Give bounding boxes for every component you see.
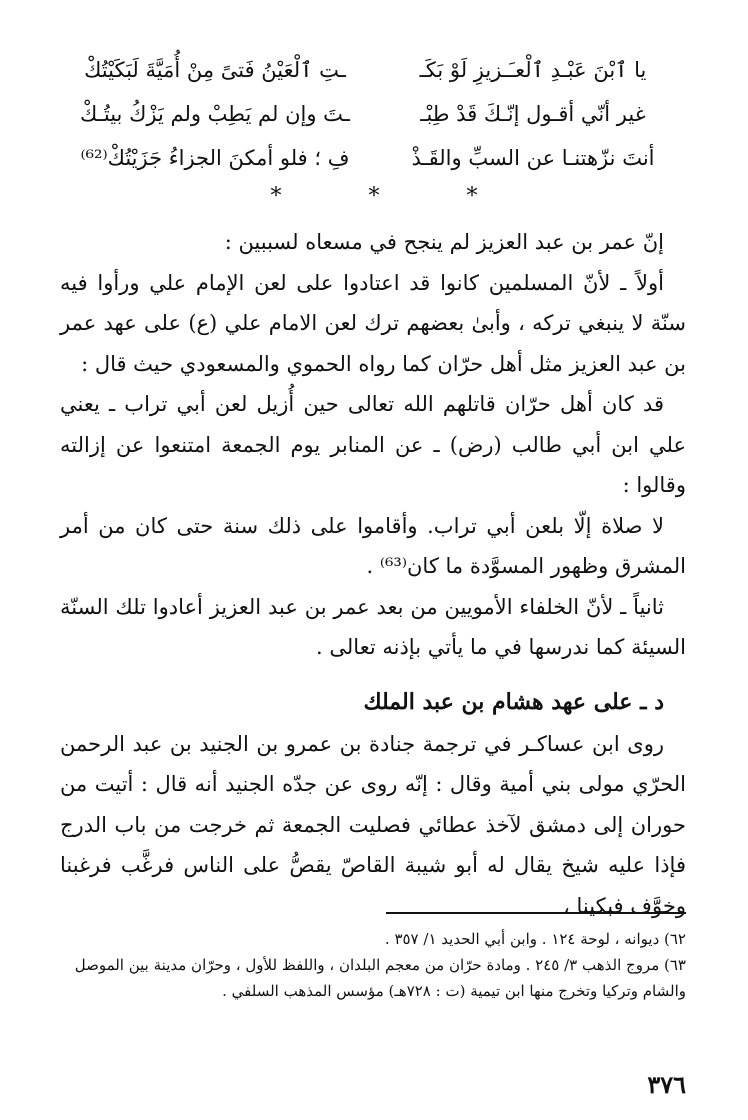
section-paragraph: روى ابن عساكـر في ترجمة جنادة بن عمرو بن الجنيد بن عبد الرحمن الحرّي مولى بني أمية وقال : إنّه روى عن جدّه الجنيد أنه قال : أتيت من حوران إلى دمشق لآخذ عطائي فصليت الجمعة ثم خرجت من باب الدرج فإذا عليه شيخ يقال له أبو شيبة القاصّ يقصُّ على الناس فرغَّب فرغبنا وخوَّف فبكينا ، — [60, 731, 686, 918]
footnote-divider — [386, 912, 686, 914]
verse-second-hemistich: فِ ؛ فلو أمكنَ الجزاءُ جَزَيْتُكْ⁽⁶²⁾ — [80, 146, 350, 170]
verse-row — [70, 136, 678, 180]
poem-block — [70, 48, 678, 180]
footnote: ٦٣) مروج الذهب ٣/ ٢٤٥ . ومادة حرّان من معجم البلدان ، واللفظ للأول ، وحرّان مدينة بين الموصل والشام وتركيا وتخرج منها ابن تيمية (ت : ٧٢٨هـ) مؤسس المذهب السلفي . — [74, 956, 686, 1000]
verse-first-hemistich: أنتَ نزّهتنـا عن السبِّ والقَـذْ — [411, 146, 655, 170]
verse-second-hemistich: ـتِ ٱلْعَيْنُ فَتىً مِنْ أُمَيَّةَ لَبَكَيْتُكْ — [84, 58, 346, 82]
section-separator — [0, 184, 748, 209]
verse-row — [70, 48, 678, 92]
quoted-paragraph: لا صلاة إلّا بلعن أبي تراب. وأقاموا على ذلك سنة حتى كان من أمر المشرق وظهور المسوَّدة ما كان⁽⁶³⁾ . — [60, 513, 686, 578]
asterisk-separator: * — [368, 184, 380, 209]
verse-first-hemistich: غير أنّي أقـول إنّـكَ قَدْ طِبْـ — [420, 102, 646, 126]
paragraph: ثانياً ـ لأنّ الخلفاء الأمويين من بعد عمر بن عبد العزيز أعادوا تلك السنّة السيئة كما ندرسها في ما يأتي بإذنه تعالى . — [60, 594, 686, 659]
verse-second-hemistich: ـتَ وإن لم يَطِبْ ولم يَزْكُ بيتُـكْ — [80, 102, 350, 126]
page-number: ٣٧٦ — [647, 1070, 686, 1099]
asterisk-separator: * — [270, 184, 282, 209]
verse-row — [70, 92, 678, 136]
footnotes — [60, 926, 686, 1004]
paragraph: أولاً ـ لأنّ المسلمين كانوا قد اعتادوا على لعن الإمام علي ورأوا فيه سنّة لا ينبغي تركه ، وأبىٰ بعضهم ترك لعن الامام علي (ع) على عهد عمر بن عبد العزيز مثل أهل حرّان كما رواه الحموي والمسعودي حيث قال : — [60, 270, 686, 376]
quoted-paragraph: قد كان أهل حرّان قاتلهم الله تعالى حين أُزيل لعن أبي تراب ـ يعني علي ابن أبي طالب (رض) ـ عن المنابر يوم الجمعة امتنعوا عن إزالته وقالوا : — [60, 392, 686, 497]
main-text — [60, 222, 686, 926]
asterisk-separator: * — [466, 184, 478, 209]
section-heading: د ـ على عهد هشام بن عبد الملك — [363, 688, 664, 715]
footnote: ٦٢) ديوانه ، لوحة ١٢٤ . وابن أبي الحديد ١/ ٣٥٧ . — [384, 930, 686, 948]
verse-first-hemistich: يا ٱبْنَ عَبْـدِ ٱلْعـَـزيزِ لَوْ بَكَـ — [419, 58, 647, 82]
paragraph: إنّ عمر بن عبد العزيز لم ينجح في مسعاه لسببين : — [224, 230, 664, 254]
